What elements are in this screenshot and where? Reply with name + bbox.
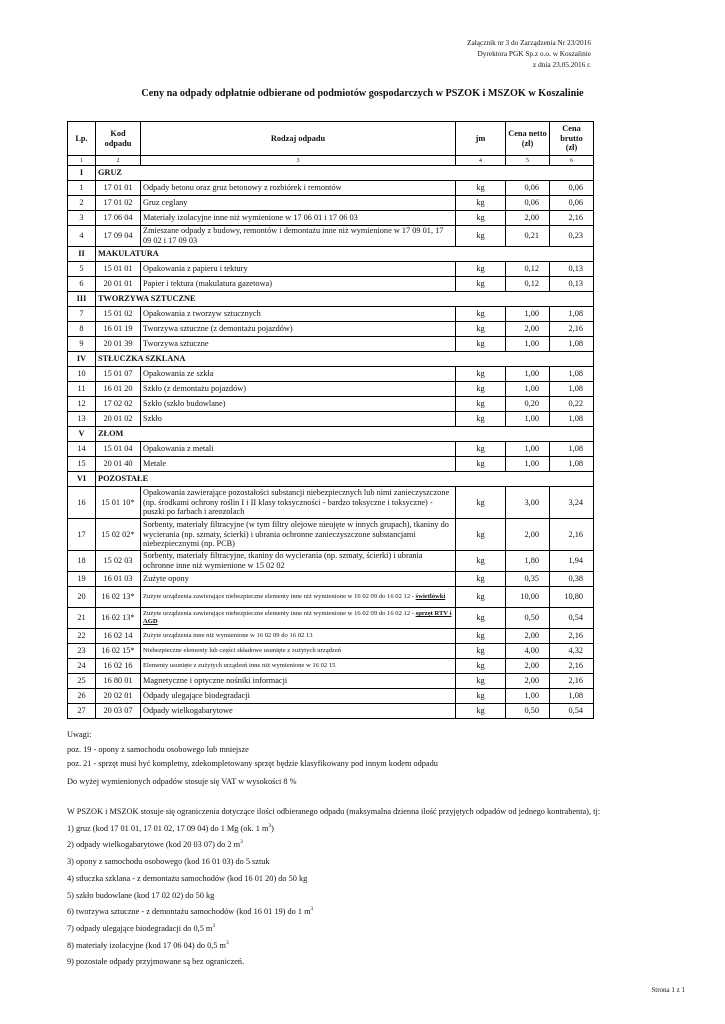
- row-jm: kg: [456, 337, 506, 352]
- limit-item: 8) materiały izolacyjne (kod 17 06 04) do 0,5 $m^3$: [67, 939, 229, 950]
- column-index: 1: [68, 156, 96, 166]
- header-rodzaj: Rodzaj odpadu: [141, 122, 456, 156]
- row-lp: 26: [68, 689, 96, 704]
- table-row: [68, 572, 594, 587]
- row-lp: 20: [68, 587, 96, 608]
- row-netto: 1,00: [506, 412, 550, 427]
- table-row: [68, 704, 594, 719]
- row-rodzaj-emphasis: świetlówki: [415, 593, 446, 600]
- row-brutto: 2,16: [550, 659, 594, 674]
- row-jm: kg: [456, 457, 506, 472]
- limits-intro: W PSZOK i MSZOK stosuje się ograniczenia dotyczące ilości odbieranego odpadu (maksymalna dzienna ilość przyjętych odpadów od jednego kontrahenta), tj:: [67, 807, 601, 816]
- row-lp: 17: [68, 519, 96, 551]
- section-name: STŁUCZKA SZKLANA: [96, 352, 594, 367]
- row-netto: 0,20: [506, 397, 550, 412]
- row-netto: 0,06: [506, 181, 550, 196]
- table-row: [68, 181, 594, 196]
- row-lp: 19: [68, 572, 96, 587]
- row-netto: 10,00: [506, 587, 550, 608]
- row-rodzaj: Tworzywa sztuczne (z demontażu pojazdów): [141, 322, 456, 337]
- row-netto: 2,00: [506, 519, 550, 551]
- table-row: [68, 196, 594, 211]
- row-kod: 16 02 14: [96, 629, 141, 644]
- row-netto: 2,00: [506, 659, 550, 674]
- row-lp: 3: [68, 211, 96, 226]
- row-brutto: 1,94: [550, 551, 594, 572]
- limit-item: 9) pozostałe odpady przyjmowane są bez ograniczeń.: [67, 957, 245, 967]
- row-kod: 15 01 04: [96, 442, 141, 457]
- table-row: [68, 211, 594, 226]
- row-kod: 16 02 15*: [96, 644, 141, 659]
- row-jm: kg: [456, 277, 506, 292]
- table-row: [68, 644, 594, 659]
- row-netto: 1,00: [506, 457, 550, 472]
- row-kod: 15 01 02: [96, 307, 141, 322]
- row-jm: kg: [456, 262, 506, 277]
- table-row: [68, 367, 594, 382]
- section-row: [68, 472, 594, 487]
- row-netto: 1,00: [506, 382, 550, 397]
- notes-heading: Uwagi:: [67, 730, 92, 739]
- table-row: [68, 277, 594, 292]
- row-brutto: 1,08: [550, 382, 594, 397]
- row-rodzaj: [141, 587, 456, 608]
- limit-item: 6) tworzywa sztuczne - z demontażu samochodów (kod 16 01 19) do 1 $m^3$: [67, 906, 314, 917]
- header-kod: Kod odpadu: [96, 122, 141, 156]
- column-index: 6: [550, 156, 594, 166]
- row-netto: 1,00: [506, 442, 550, 457]
- row-jm: kg: [456, 704, 506, 719]
- vat-note: Do wyżej wymienionych odpadów stosuje się VAT w wysokości 8 %: [67, 776, 297, 786]
- table-row: [68, 587, 594, 608]
- row-rodzaj: [141, 608, 456, 629]
- table-row: [68, 307, 594, 322]
- column-index: 5: [506, 156, 550, 166]
- row-kod: 17 09 04: [96, 226, 141, 247]
- row-lp: 25: [68, 674, 96, 689]
- row-jm: kg: [456, 382, 506, 397]
- column-index: 2: [96, 156, 141, 166]
- header-line-3: z dnia 23.05.2016 r.: [533, 60, 591, 69]
- row-kod: 17 02 02: [96, 397, 141, 412]
- table-row: [68, 382, 594, 397]
- row-lp: 18: [68, 551, 96, 572]
- table-row: [68, 397, 594, 412]
- section-row: [68, 352, 594, 367]
- section-number: II: [68, 247, 96, 262]
- row-lp: 4: [68, 226, 96, 247]
- row-jm: kg: [456, 659, 506, 674]
- row-rodzaj: Opakowania ze szkła: [141, 367, 456, 382]
- row-netto: 2,00: [506, 322, 550, 337]
- row-netto: 0,50: [506, 608, 550, 629]
- row-jm: kg: [456, 307, 506, 322]
- row-rodzaj: Papier i tektura (makulatura gazetowa): [141, 277, 456, 292]
- table-row: [68, 487, 594, 519]
- row-brutto: 1,08: [550, 367, 594, 382]
- row-jm: kg: [456, 412, 506, 427]
- row-jm: kg: [456, 644, 506, 659]
- row-rodzaj-text: Zużyte urządzenia zawierające niebezpieczne elementy inne niż wymienione w 16 02 09 do 16 02 12 -: [143, 593, 416, 600]
- table-row: [68, 337, 594, 352]
- section-number: VI: [68, 472, 96, 487]
- table-row: [68, 412, 594, 427]
- table-row: [68, 457, 594, 472]
- row-kod: 15 01 10*: [96, 487, 141, 519]
- header-netto: Cena netto (zł): [506, 122, 550, 156]
- row-lp: 6: [68, 277, 96, 292]
- row-kod: 16 02 13*: [96, 608, 141, 629]
- row-netto: 0,50: [506, 704, 550, 719]
- row-netto: 0,21: [506, 226, 550, 247]
- column-index: 3: [141, 156, 456, 166]
- row-netto: 0,12: [506, 277, 550, 292]
- row-netto: 0,35: [506, 572, 550, 587]
- document-title: Ceny na odpady odpłatnie odbierane od podmiotów gospodarczych w PSZOK i MSZOK w Koszalinie: [141, 88, 584, 99]
- row-rodzaj: Zużyte opony: [141, 572, 456, 587]
- section-row: [68, 427, 594, 442]
- row-jm: kg: [456, 397, 506, 412]
- row-kod: 16 01 19: [96, 322, 141, 337]
- row-brutto: 0,38: [550, 572, 594, 587]
- row-kod: 20 01 40: [96, 457, 141, 472]
- row-brutto: 1,08: [550, 412, 594, 427]
- limit-item: 3) opony z samochodu osobowego (kod 16 01 03) do 5 sztuk: [67, 857, 270, 867]
- row-rodzaj: Odpady wielkogabarytowe: [141, 704, 456, 719]
- row-netto: 3,00: [506, 487, 550, 519]
- row-brutto: 2,16: [550, 629, 594, 644]
- row-rodzaj: Opakowania z tworzyw sztucznych: [141, 307, 456, 322]
- row-jm: kg: [456, 629, 506, 644]
- section-name: GRUZ: [96, 166, 594, 181]
- note-item: poz. 19 - opony z samochodu osobowego lub mniejsze: [67, 744, 249, 754]
- row-brutto: 4,32: [550, 644, 594, 659]
- row-brutto: 2,16: [550, 674, 594, 689]
- notes-section: [67, 728, 667, 789]
- limit-item: 1) gruz (kod 17 01 01, 17 01 02, 17 09 04) do 1 Mg (ok. 1 $m^3$): [67, 822, 274, 833]
- row-rodzaj: Materiały izolacyjne inne niż wymienione w 17 06 01 i 17 06 03: [141, 211, 456, 226]
- row-netto: 0,12: [506, 262, 550, 277]
- row-kod: 17 06 04: [96, 211, 141, 226]
- row-rodzaj: Sorbenty, materiały filtracyjne, tkaniny do wycierania (np. szmaty, ścierki) i ubrania ochronne inne niż wymienione w 15 02 02: [141, 551, 456, 572]
- row-netto: 2,00: [506, 629, 550, 644]
- row-kod: 20 01 02: [96, 412, 141, 427]
- row-brutto: 1,08: [550, 442, 594, 457]
- row-kod: 15 02 03: [96, 551, 141, 572]
- header-line-2: Dyrektora PGK Sp.z o.o. w Koszalinie: [477, 49, 591, 58]
- note-item: poz. 21 - sprzęt musi być kompletny, zdekompletowany sprzęt będzie klasyfikowany pod innym kodem odpadu: [67, 759, 438, 768]
- section-row: [68, 247, 594, 262]
- row-lp: 1: [68, 181, 96, 196]
- row-rodzaj: Szkło: [141, 412, 456, 427]
- row-lp: 12: [68, 397, 96, 412]
- row-rodzaj: Szkło (szkło budowlane): [141, 397, 456, 412]
- limits-section: [67, 804, 687, 971]
- table-row: [68, 629, 594, 644]
- price-table: [67, 121, 594, 719]
- table-header-row: [68, 122, 594, 156]
- row-rodzaj: Magnetyczne i optyczne nośniki informacji: [141, 674, 456, 689]
- table-row: [68, 659, 594, 674]
- limits-list: [67, 821, 687, 971]
- row-netto: 1,80: [506, 551, 550, 572]
- row-jm: kg: [456, 608, 506, 629]
- row-kod: 16 80 01: [96, 674, 141, 689]
- row-rodzaj: Opakowania z metali: [141, 442, 456, 457]
- section-name: MAKULATURA: [96, 247, 594, 262]
- row-jm: kg: [456, 226, 506, 247]
- row-rodzaj: Zmieszane odpady z budowy, remontów i demontażu inne niż wymienione w 17 09 01, 17 09 02 i 17 09 03: [141, 226, 456, 247]
- row-lp: 11: [68, 382, 96, 397]
- row-netto: 1,00: [506, 307, 550, 322]
- row-rodzaj: Szkło (z demontażu pojazdów): [141, 382, 456, 397]
- table-row: [68, 519, 594, 551]
- row-rodzaj: Sorbenty, materiały filtracyjne (w tym filtry olejowe nieujęte w innych grupach), tkaniny do wycierania (np. szmaty, ścierki) i ubrania ochronne zanieczyszczone substancjami niebezpiecznymi (np. PCB): [141, 519, 456, 551]
- row-lp: 2: [68, 196, 96, 211]
- row-kod: 16 02 13*: [96, 587, 141, 608]
- table-row: [68, 442, 594, 457]
- page-number: Strona 1 z 1: [651, 986, 685, 994]
- row-brutto: 0,22: [550, 397, 594, 412]
- row-lp: 15: [68, 457, 96, 472]
- section-row: [68, 292, 594, 307]
- row-brutto: 0,06: [550, 181, 594, 196]
- row-jm: kg: [456, 487, 506, 519]
- row-rodzaj: Zużyte urządzenia inne niż wymienione w 16 02 09 do 16 02 13: [141, 629, 456, 644]
- header-jm: jm: [456, 122, 506, 156]
- row-jm: kg: [456, 211, 506, 226]
- section-number: III: [68, 292, 96, 307]
- row-brutto: 0,23: [550, 226, 594, 247]
- row-netto: 1,00: [506, 337, 550, 352]
- section-number: IV: [68, 352, 96, 367]
- section-number: I: [68, 166, 96, 181]
- section-name: POZOSTAŁE: [96, 472, 594, 487]
- row-brutto: 0,13: [550, 277, 594, 292]
- row-lp: 21: [68, 608, 96, 629]
- row-jm: kg: [456, 674, 506, 689]
- row-jm: kg: [456, 519, 506, 551]
- row-kod: 17 01 01: [96, 181, 141, 196]
- row-brutto: 10,80: [550, 587, 594, 608]
- row-lp: 13: [68, 412, 96, 427]
- row-kod: 17 01 02: [96, 196, 141, 211]
- row-kod: 16 02 16: [96, 659, 141, 674]
- row-lp: 8: [68, 322, 96, 337]
- row-kod: 15 02 02*: [96, 519, 141, 551]
- table-row: [68, 322, 594, 337]
- row-netto: 1,00: [506, 367, 550, 382]
- row-netto: 2,00: [506, 211, 550, 226]
- table-body: [68, 166, 594, 719]
- row-rodzaj: Elementy usunięte z zużytych urządzeń inne niż wymienione w 16 02 15: [141, 659, 456, 674]
- limit-item: 2) odpady wielkogabarytowe (kod 20 03 07) do 2 $m^3$: [67, 839, 243, 850]
- row-brutto: 2,16: [550, 519, 594, 551]
- row-brutto: 0,54: [550, 608, 594, 629]
- row-jm: kg: [456, 322, 506, 337]
- row-kod: 20 01 39: [96, 337, 141, 352]
- row-jm: kg: [456, 442, 506, 457]
- row-kod: 16 01 03: [96, 572, 141, 587]
- row-brutto: 3,24: [550, 487, 594, 519]
- row-lp: 9: [68, 337, 96, 352]
- limit-item: 5) szkło budowlane (kod 17 02 02) do 50 kg: [67, 890, 215, 900]
- table-row: [68, 226, 594, 247]
- row-lp: 16: [68, 487, 96, 519]
- table-row: [68, 608, 594, 629]
- row-rodzaj: Tworzywa sztuczne: [141, 337, 456, 352]
- row-netto: 2,00: [506, 674, 550, 689]
- row-lp: 7: [68, 307, 96, 322]
- table-row: [68, 551, 594, 572]
- row-kod: 20 03 07: [96, 704, 141, 719]
- row-brutto: 0,13: [550, 262, 594, 277]
- row-brutto: 1,08: [550, 457, 594, 472]
- section-number: V: [68, 427, 96, 442]
- row-jm: kg: [456, 551, 506, 572]
- row-netto: 1,00: [506, 689, 550, 704]
- row-rodzaj: Metale: [141, 457, 456, 472]
- header-brutto: Cena brutto (zł): [550, 122, 594, 156]
- column-index-row: [68, 156, 594, 166]
- table-row: [68, 674, 594, 689]
- header-line-1: Załącznik nr 3 do Zarządzenia Nr 23/2016: [467, 38, 591, 47]
- row-jm: kg: [456, 587, 506, 608]
- row-lp: 24: [68, 659, 96, 674]
- row-brutto: 1,08: [550, 307, 594, 322]
- row-rodzaj: Gruz ceglany: [141, 196, 456, 211]
- table-row: [68, 262, 594, 277]
- row-jm: kg: [456, 572, 506, 587]
- row-lp: 14: [68, 442, 96, 457]
- header-lp: Lp.: [68, 122, 96, 156]
- attachment-header: [351, 37, 591, 70]
- limit-item: 4) stłuczka szklana - z demontażu samochodów (kod 16 01 20) do 50 kg: [67, 873, 308, 883]
- row-rodzaj: Opakowania zawierające pozostałości substancji niebezpiecznych lub nimi zanieczyszczone (np. środkami ochrony roślin I i II klasy toksyczności - bardzo toksyczne i toksyczne) - puszki po farbach i areozolach: [141, 487, 456, 519]
- row-kod: 15 01 01: [96, 262, 141, 277]
- section-name: ZŁOM: [96, 427, 594, 442]
- row-rodzaj: Odpady betonu oraz gruz betonowy z rozbiórek i remontów: [141, 181, 456, 196]
- row-brutto: 0,54: [550, 704, 594, 719]
- table-row: [68, 689, 594, 704]
- row-brutto: 1,08: [550, 337, 594, 352]
- row-brutto: 2,16: [550, 211, 594, 226]
- row-brutto: 2,16: [550, 322, 594, 337]
- row-kod: 20 01 01: [96, 277, 141, 292]
- section-row: [68, 166, 594, 181]
- row-rodzaj: Odpady ulegające biodegradacji: [141, 689, 456, 704]
- row-brutto: 0,06: [550, 196, 594, 211]
- row-netto: 4,00: [506, 644, 550, 659]
- row-rodzaj: Opakowania z papieru i tektury: [141, 262, 456, 277]
- row-rodzaj-text: Zużyte urządzenia zawierające niebezpieczne elementy inne niż wymienione w 16 02 09 do 16 02 12 -: [143, 610, 416, 617]
- row-kod: 16 01 20: [96, 382, 141, 397]
- row-lp: 23: [68, 644, 96, 659]
- row-kod: 15 01 07: [96, 367, 141, 382]
- section-name: TWORZYWA SZTUCZNE: [96, 292, 594, 307]
- limit-item: 7) odpady ulegające biodegradacji do 0,5 $m^3$: [67, 923, 216, 933]
- column-index: 4: [456, 156, 506, 166]
- row-lp: 22: [68, 629, 96, 644]
- row-brutto: 1,08: [550, 689, 594, 704]
- row-netto: 0,06: [506, 196, 550, 211]
- row-jm: kg: [456, 196, 506, 211]
- row-jm: kg: [456, 181, 506, 196]
- row-lp: 5: [68, 262, 96, 277]
- row-kod: 20 02 01: [96, 689, 141, 704]
- row-rodzaj-emphasis: sprzęt RTV i AGD: [143, 610, 452, 625]
- row-jm: kg: [456, 689, 506, 704]
- row-rodzaj: Niebezpieczne elementy lub części składowe usunięte z zużytych urządzeń: [141, 644, 456, 659]
- row-lp: 10: [68, 367, 96, 382]
- row-lp: 27: [68, 704, 96, 719]
- row-jm: kg: [456, 367, 506, 382]
